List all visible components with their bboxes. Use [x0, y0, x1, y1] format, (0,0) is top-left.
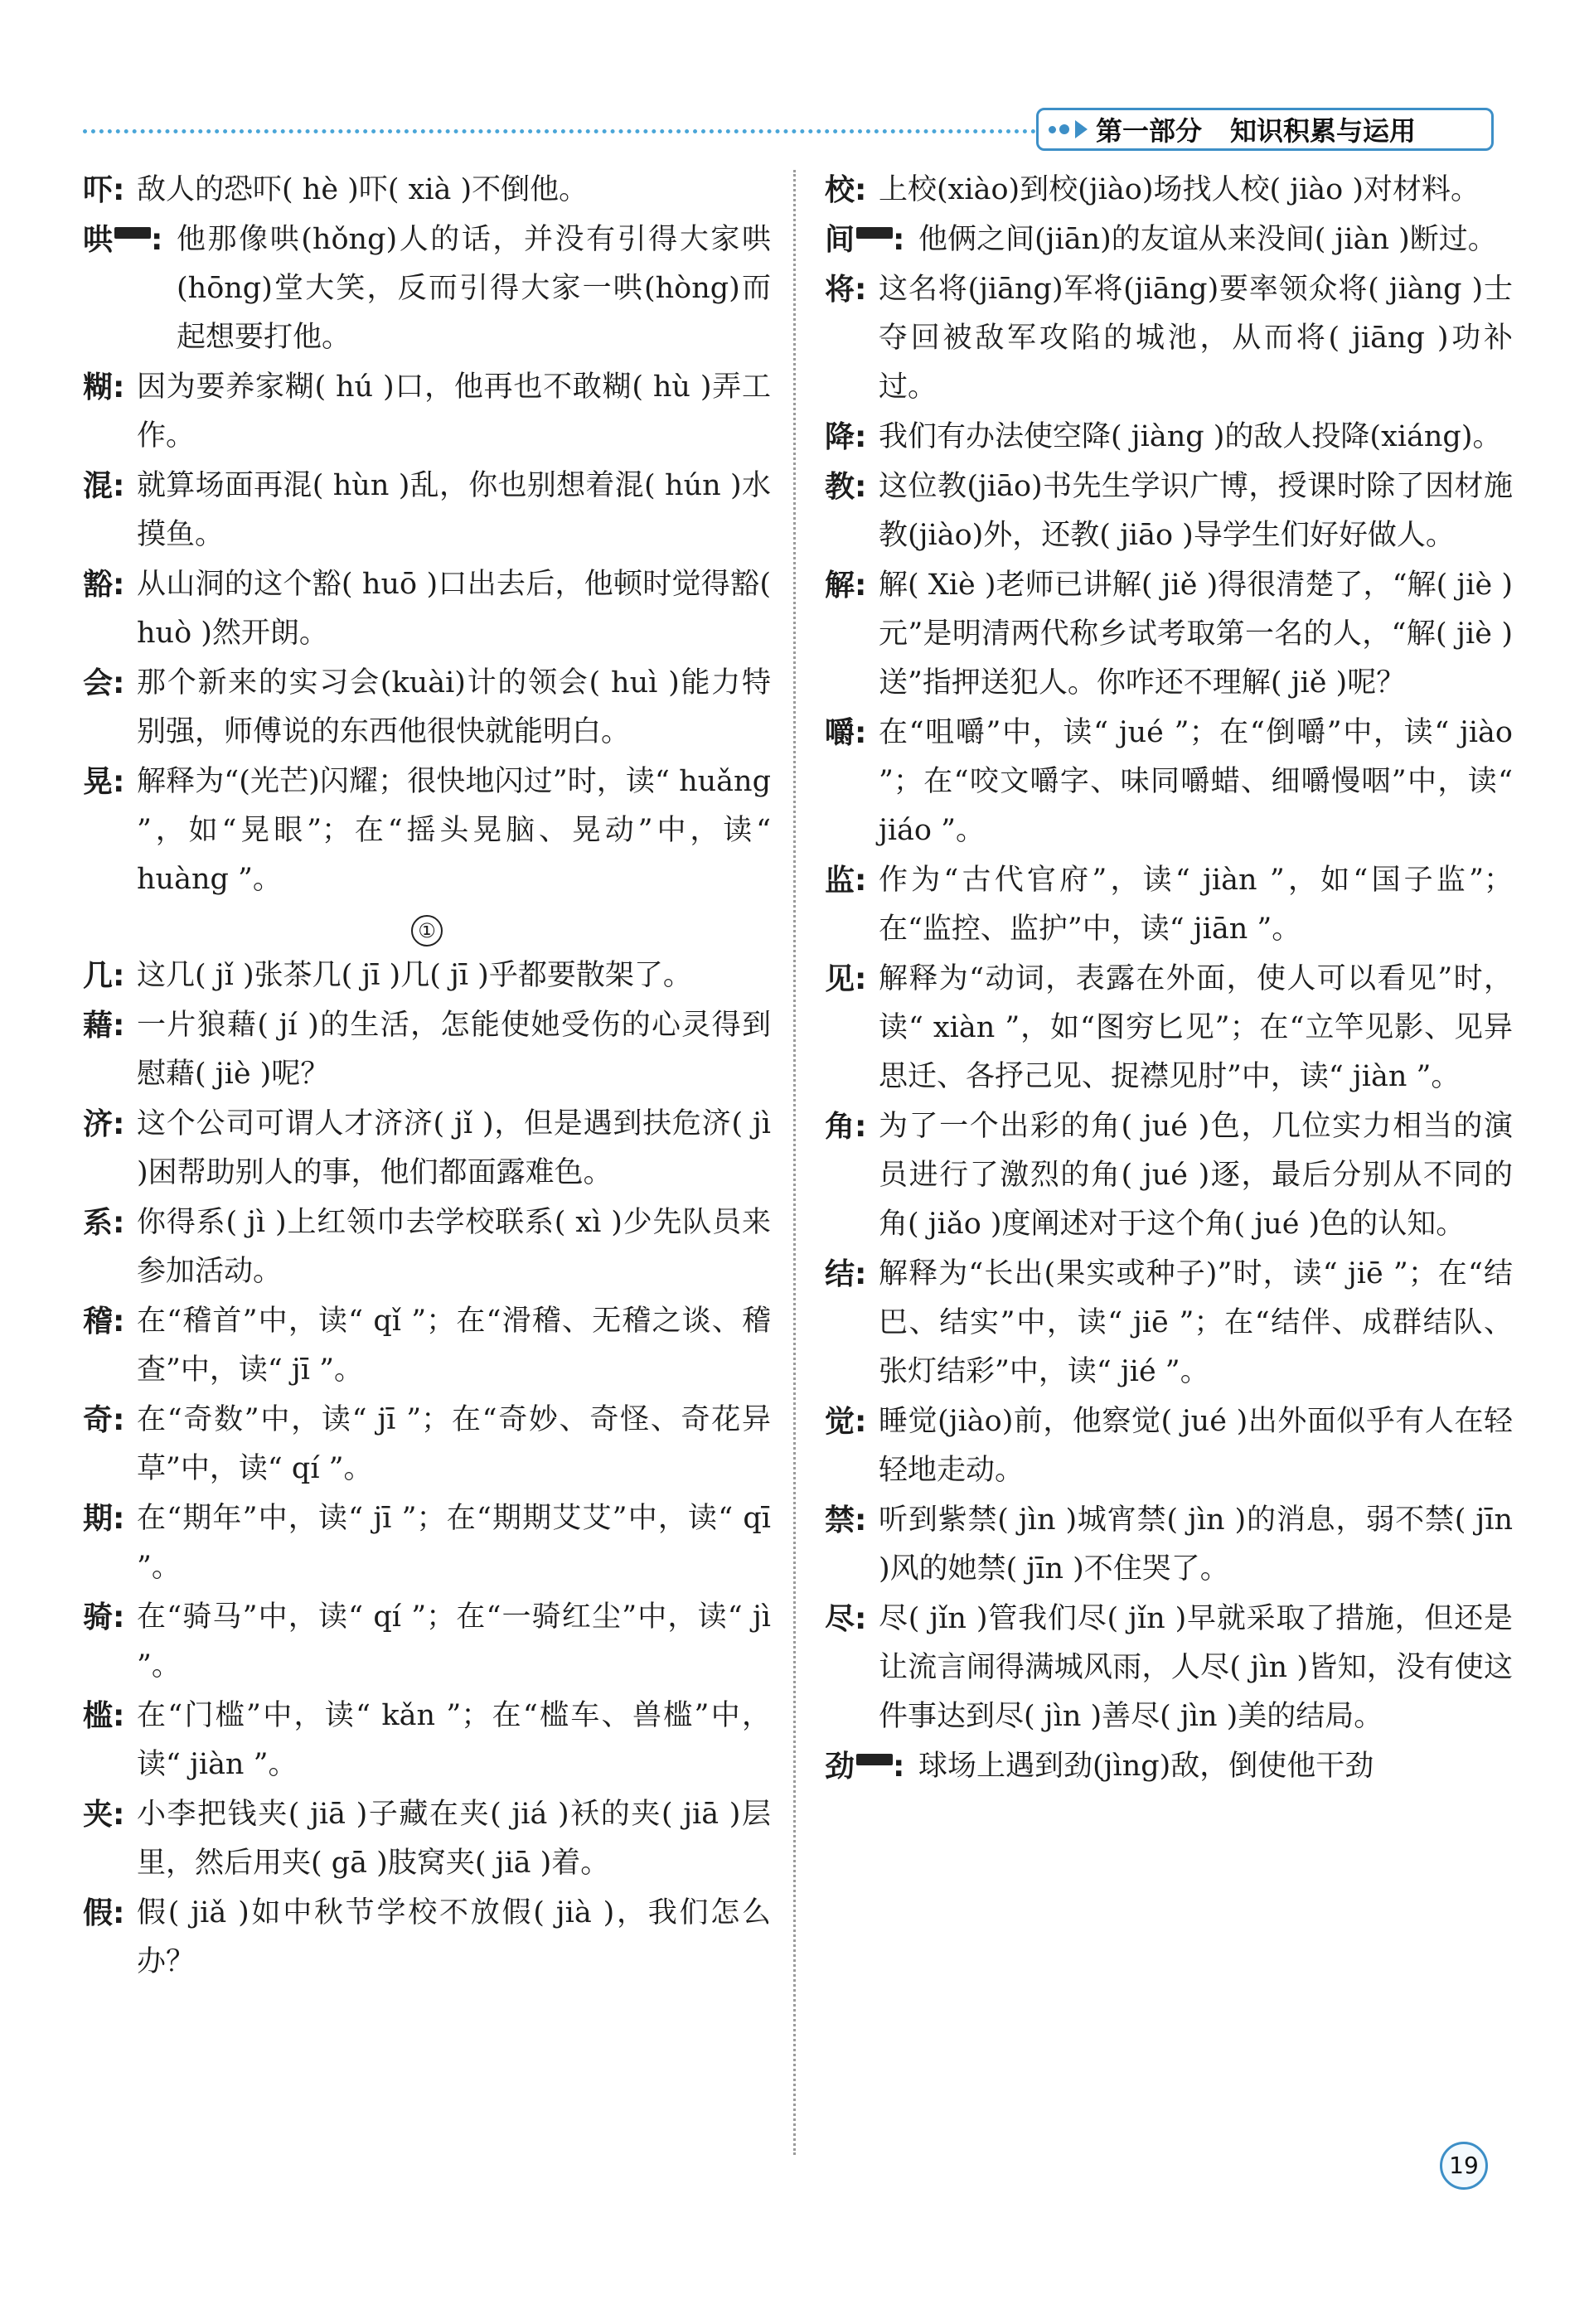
entry	[83, 1297, 771, 1395]
entry	[825, 166, 1513, 215]
entry-text: 他那像哄(hǒng)人的话，并没有引得大家哄(hōng)堂大笑，反而引得大家一哄(hòng)而起想要打他。	[177, 223, 771, 354]
entry-text: 你得系( jì )上红领巾去学校联系( xì )少先队员来参加活动。	[137, 1206, 771, 1288]
entry	[825, 462, 1513, 560]
entry	[825, 1102, 1513, 1249]
entry-head: 见:	[825, 962, 867, 996]
entry-text: 这几( jǐ )张茶几( jī )几( jī )乎都要散架了。	[137, 959, 692, 992]
entry-head: 假:	[83, 1896, 125, 1930]
entry-head: 会:	[83, 666, 125, 700]
entry-text: 解释为“长出(果实或种子)”时，读“ jiē ”；在“结巴、结实”中，读“ jiē ”；在“结伴、成群结队、张灯结彩”中，读“ jié ”。	[879, 1257, 1513, 1388]
entry-text: 从山洞的这个豁( huō )口出去后，他顿时觉得豁( huò )然开朗。	[137, 568, 781, 650]
entry	[825, 709, 1523, 855]
entry-head: 将:	[825, 273, 867, 307]
entry-text: 上校(xiào)到校(jiào)场找人校( jiào )对材料。	[879, 173, 1480, 206]
entry	[825, 413, 1513, 462]
entry-head: 几:	[83, 959, 125, 993]
entry-text: 这名将(jiāng)军将(jiāng)要率领众将( jiàng )士夺回被敌军攻陷的城池，从而将( jiāng )功补过。	[879, 273, 1513, 404]
entry-head: 降:	[825, 420, 867, 454]
entry-text: 睡觉(jiào)前，他察觉( jué )出外面似乎有人在轻轻地走动。	[879, 1405, 1513, 1487]
left-column	[83, 166, 781, 1988]
entry-text: 在“期年”中，读“ jī ”；在“期期艾艾”中，读“ qī ”。	[137, 1502, 781, 1584]
entry-head: 糊:	[83, 370, 125, 404]
entry	[83, 1396, 771, 1494]
entry-text: 为了一个出彩的角( jué )色，几位实力相当的演员进行了激烈的角( jué )逐，最后分别从不同的角( jiǎo )度阐述对于这个角( jué )色的认知。	[879, 1110, 1513, 1241]
entry	[83, 1889, 771, 1987]
entry-text: 那个新来的实习会(kuài)计的领会( huì )能力特别强，师傅说的东西他很快就能明白。	[137, 666, 771, 748]
section-marker: ①	[83, 905, 771, 951]
entry-head: 解:	[825, 569, 867, 603]
entry-text: 一片狼藉( jí )的生活，怎能使她受伤的心灵得到慰藉( jiè )呢？	[137, 1009, 771, 1091]
entry-text: 解释为“(光芒)闪耀；很快地闪过”时，读“ huǎng ”，如“晃眼”；在“摇头晃脑、晃动”中，读“ huàng ”。	[137, 765, 781, 896]
entry-head: 夹:	[83, 1798, 125, 1832]
entry-text: 小李把钱夹( jiā )子藏在夹( jiá )袄的夹( jiā )层里，然后用夹( gā )肢窝夹( jiā )着。	[137, 1798, 771, 1880]
entry-head: 奇:	[83, 1403, 125, 1437]
entry	[825, 1397, 1513, 1495]
entry-head: 济:	[83, 1107, 125, 1141]
entry-head: 劲 :	[825, 1750, 905, 1784]
header-title: 知识积累与运用	[1230, 115, 1417, 147]
entry-text: 尽( jǐn )管我们尽( jǐn )早就采取了措施，但还是让流言闹得满城风雨，人尽( jìn )皆知，没有使这件事达到尽( jìn )善尽( jìn )美的结局。	[879, 1602, 1513, 1733]
entry	[825, 1496, 1523, 1594]
entry	[83, 1692, 771, 1789]
header-part: 第一部分	[1096, 115, 1203, 147]
entry	[83, 166, 771, 215]
entry-head: 角:	[825, 1110, 867, 1144]
entry	[83, 951, 771, 1000]
entry-head: 藉:	[83, 1009, 125, 1043]
entry-text: 就算场面再混( hùn )乱，你也别想着混( hún )水摸鱼。	[137, 469, 771, 551]
entry-head: 嚼:	[825, 716, 867, 750]
entry	[83, 1100, 781, 1198]
entry-text: 解释为“动词，表露在外面，使人可以看见”时，读“ xiàn ”，如“图穷匕见”；在“立竿见影、见异思迁、各抒己见、捉襟见肘”中，读“ jiàn ”。	[879, 962, 1513, 1093]
column-divider	[793, 170, 796, 2155]
entry	[83, 363, 771, 461]
entry-text: 他俩之间(jiān)的友谊从来没间( jiàn )断过。	[918, 223, 1497, 256]
entry	[83, 1790, 771, 1888]
polyphone-tag-icon	[856, 227, 893, 239]
entry	[825, 215, 1513, 264]
entry-head: 系:	[83, 1206, 125, 1240]
entry	[825, 1742, 1513, 1791]
entry-head: 豁:	[83, 568, 125, 602]
entry-head: 吓:	[83, 173, 125, 207]
entry-text: 在“门槛”中，读“ kǎn ”；在“槛车、兽槛”中，读“ jiàn ”。	[137, 1699, 771, 1781]
entry	[83, 1198, 771, 1296]
entry	[83, 462, 771, 559]
entry	[83, 1593, 781, 1691]
page-number: 19	[1440, 2142, 1488, 2190]
entry-text: 这位教(jiāo)书先生学识广博，授课时除了因材施教(jiào)外，还教( jiāo )导学生们好好做人。	[879, 470, 1513, 552]
entry-text: 在“骑马”中，读“ qí ”；在“一骑红尘”中，读“ jì ”。	[137, 1600, 781, 1682]
entry-text: 在“奇数”中，读“ jī ”；在“奇妙、奇怪、奇花异草”中，读“ qí ”。	[137, 1403, 771, 1485]
header-arrow-icon	[1039, 120, 1096, 138]
entry-text: 球场上遇到劲(jìng)敌，倒使他干劲	[918, 1750, 1374, 1783]
right-column	[825, 166, 1523, 1792]
entry	[825, 561, 1513, 708]
entry-head: 监:	[825, 864, 867, 898]
entry-head: 觉:	[825, 1405, 867, 1439]
entry-text: 在“咀嚼”中，读“ jué ”；在“倒嚼”中，读“ jiào ”；在“咬文嚼字、味同嚼蜡、细嚼慢咽”中，读“ jiáo ”。	[879, 716, 1523, 847]
entry-text: 假( jiǎ )如中秋节学校不放假( jià )，我们怎么办？	[137, 1896, 771, 1978]
entry	[825, 955, 1513, 1101]
entry-head: 稽:	[83, 1305, 125, 1339]
entry-head: 槛:	[83, 1699, 125, 1733]
entry-head: 晃:	[83, 765, 125, 799]
entry-text: 在“稽首”中，读“ qǐ ”；在“滑稽、无稽之谈、稽查”中，读“ jī ”。	[137, 1305, 771, 1387]
entry	[83, 215, 771, 362]
entry-text: 我们有办法使空降( jiàng )的敌人投降(xiáng)。	[879, 420, 1502, 453]
entry	[83, 1001, 771, 1099]
entry-head: 期:	[83, 1502, 125, 1536]
polyphone-tag-icon	[114, 227, 151, 239]
entry	[825, 856, 1513, 954]
entry-head: 间 :	[825, 223, 905, 257]
entry-head: 尽:	[825, 1602, 867, 1636]
entry-head: 骑:	[83, 1600, 125, 1634]
entry-text: 这个公司可谓人才济济( jǐ )，但是遇到扶危济( jì )困帮助别人的事，他们都面露难色。	[137, 1107, 781, 1189]
header-dotted-rule	[83, 129, 1036, 133]
entry	[83, 1494, 781, 1592]
polyphone-tag-icon	[856, 1754, 893, 1765]
entry-head: 禁:	[825, 1503, 867, 1537]
entry	[825, 1250, 1513, 1397]
entry-text: 因为要养家糊( hú )口，他再也不敢糊( hù )弄工作。	[137, 370, 771, 453]
entry-text: 作为“古代官府”，读“ jiàn ”，如“国子监”；在“监控、监护”中，读“ jiān ”。	[879, 864, 1513, 946]
entry	[83, 758, 781, 904]
entry-head: 结:	[825, 1257, 867, 1291]
entry	[825, 265, 1513, 412]
entry-head: 混:	[83, 469, 125, 503]
entry	[83, 560, 781, 658]
entry	[83, 659, 771, 757]
section-header	[1036, 108, 1494, 151]
entry-text: 解( Xiè )老师已讲解( jiě )得很清楚了，“解( jiè )元”是明清两代称乡试考取第一名的人，“解( jiè )送”指押送犯人。你咋还不理解( jiě )呢？	[879, 569, 1513, 700]
entry-head: 教:	[825, 470, 867, 504]
entry-head: 哄 :	[83, 223, 163, 257]
entry-text: 听到紫禁( jìn )城宵禁( jìn )的消息，弱不禁( jīn )风的她禁( jīn )不住哭了。	[879, 1503, 1523, 1586]
entry	[825, 1595, 1513, 1741]
entry-head: 校:	[825, 173, 867, 207]
entry-text: 敌人的恐吓( hè )吓( xià )不倒他。	[137, 173, 589, 206]
